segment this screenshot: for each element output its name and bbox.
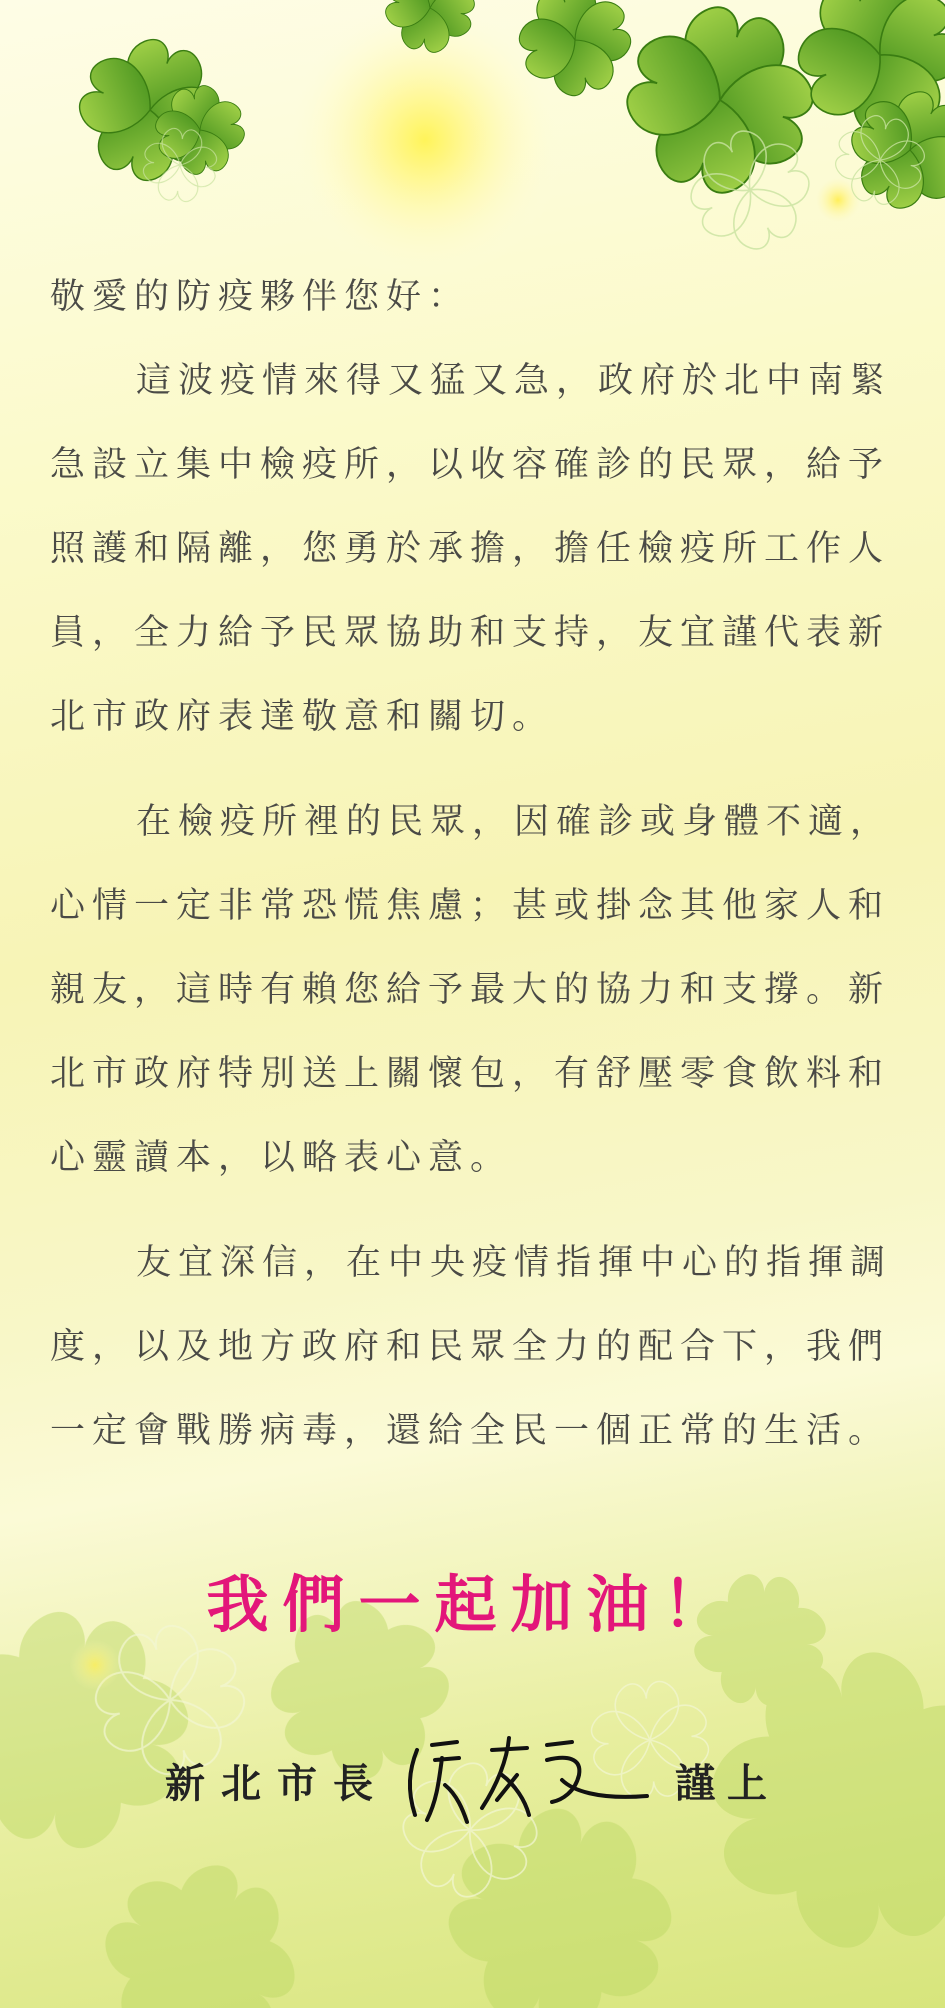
letter-body [50, 255, 910, 1494]
signature-closing: 謹上 [675, 1759, 779, 1807]
signer-title: 新北市長 [165, 1759, 389, 1807]
letter-greeting: 敬愛的防疫夥伴您好： [50, 277, 471, 317]
letter-paragraph-3: 友宜深信，在中央疫情指揮中心的指揮調度，以及地方政府和民眾全力的配合下，我們一定會戰勝病毒，還給全民一個正常的生活。 [50, 1243, 893, 1451]
cheer-slogan: 我們一起加油！ [206, 1568, 739, 1641]
signature-block [165, 1730, 805, 1830]
letter-paragraph-1: 這波疫情來得又猛又急，政府於北中南緊急設立集中檢疫所，以收容確診的民眾，給予照護和隔離，您勇於承擔，擔任檢疫所工作人員，全力給予民眾協助和支持，友宜謹代表新北市政府表達敬意和關切。 [50, 361, 893, 737]
handwritten-signature [397, 1730, 667, 1830]
letter-paragraph-2: 在檢疫所裡的民眾，因確診或身體不適，心情一定非常恐慌焦慮；甚或掛念其他家人和親友，這時有賴您給予最大的協力和支撐。新北市政府特別送上關懷包，有舒壓零食飲料和心靈讀本，以略表心意。 [50, 802, 893, 1178]
